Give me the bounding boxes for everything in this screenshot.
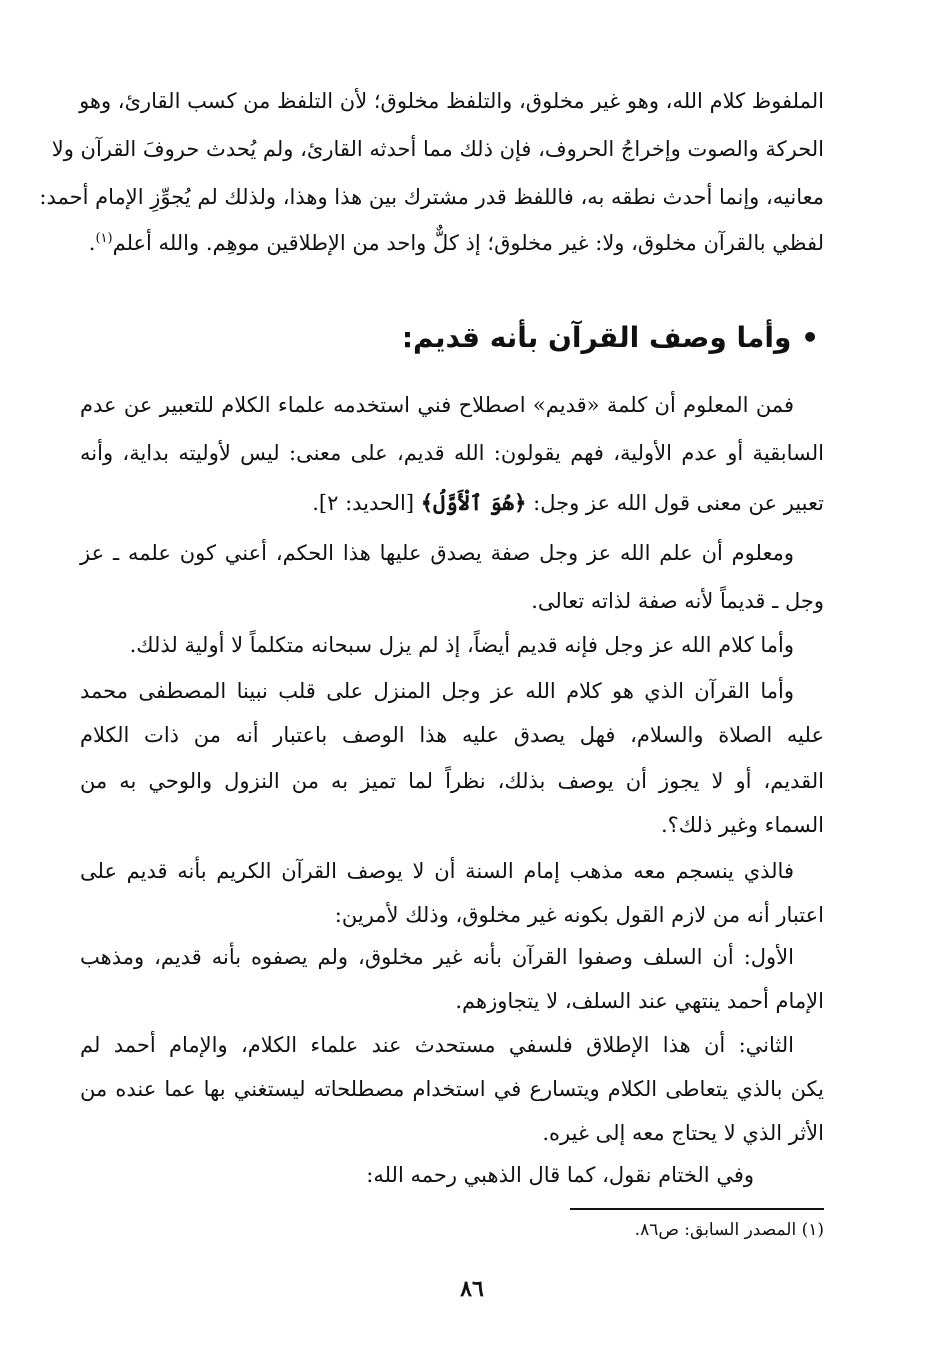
paragraph-1-line-4 [80,228,824,258]
paragraph-7-line-1: الأول: أن السلف وصفوا القرآن بأنه غير مخلوق، ولم يصفوه بأنه قديم، ومذهب [80,945,794,969]
footnote-reference: (١) [95,231,113,246]
paragraph-2-line-1: فمن المعلوم أن كلمة «قديم» اصطلاح فني استخدمه علماء الكلام للتعبير عن عدم [80,393,794,417]
paragraph-5-line-3: القديم، أو لا يجوز أن يوصف بذلك، نظراً لما تميز به من النزول والوحي به من [80,769,824,793]
verse-reference: [الحديد: ٢]. [312,491,415,515]
paragraph-8-line-1: الثاني: أن هذا الإطلاق فلسفي مستحدث عند علماء الكلام، والإمام أحمد لم [80,1033,794,1057]
paragraph-8-line-2: يكن بالذي يتعاطى الكلام ويتسارع في استخدام مصطلحاته ليستغني بها عما عنده من [80,1077,824,1101]
paragraph-1-line-3: معانيه، وإنما أحدث نطقه به، فاللفظ قدر مشترك بين هذا وهذا، ولذلك لم يُجوِّزِ الإمام أحمد: [39,185,824,209]
paragraph-5-line-4: السماء وغير ذلك؟. [660,813,824,837]
paragraph-3-line-2: وجل ـ قديماً لأنه صفة لذاته تعالى. [531,589,824,613]
paragraph-1-line-4-text: لفظي بالقرآن مخلوق، ولا: غير مخلوق؛ إذ كلٌّ واحد من الإطلاقين موهِم. والله أعلم [112,231,824,255]
paragraph-2-line-2: السابقية أو عدم الأولية، فهم يقولون: الله قديم، على معنى: ليس لأوليته بداية، وأنه [80,441,824,465]
paragraph-6-line-2: اعتبار أنه من لازم القول بكونه غير مخلوق، وذلك لأمرين: [334,903,824,927]
paragraph-8-line-3: الأثر الذي لا يحتاج معه إلى غيره. [542,1121,824,1145]
footnote-separator [570,1208,824,1210]
quran-verse: ﴿هُوَ ٱلْأَوَّلُ﴾ [420,490,527,515]
paragraph-2-line-3 [80,488,824,518]
paragraph-4-line-1: وأما كلام الله عز وجل فإنه قديم أيضاً، إذ لم يزل سبحانه متكلماً لا أولية لذلك. [129,633,794,657]
page-number: ٨٦ [460,1276,484,1302]
paragraph-1-line-2: الحركة والصوت وإخراجُ الحروف، فإن ذلك مما أحدثه القارئ، ولم يُحدث حروفَ القرآن ولا [51,137,824,161]
section-heading: • وأما وصف القرآن بأنه قديم: [401,321,819,354]
paragraph-5-line-1: وأما القرآن الذي هو كلام الله عز وجل المنزل على قلب نبينا المصطفى محمد [80,679,794,703]
paragraph-6-line-1: فالذي ينسجم معه مذهب إمام السنة أن لا يوصف القرآن الكريم بأنه قديم على [80,859,794,883]
paragraph-5-line-2: عليه الصلاة والسلام، فهل يصدق عليه هذا الوصف باعتبار أنه من ذات الكلام [80,723,824,747]
paragraph-2-line-3-text: تعبير عن معنى قول الله عز وجل: [533,491,824,515]
footnote: (١) المصدر السابق: ص٨٦. [634,1220,824,1240]
paragraph-7-line-2: الإمام أحمد ينتهي عند السلف، لا يتجاوزهم. [455,989,824,1013]
paragraph-9-line-1: وفي الختام نقول، كما قال الذهبي رحمه الله: [366,1163,754,1187]
paragraph-3-line-1: ومعلوم أن علم الله عز وجل صفة يصدق عليها هذا الحكم، أعني كون علمه ـ عز [80,541,794,565]
paragraph-1-line-1: الملفوظ كلام الله، وهو غير مخلوق، والتلفظ مخلوق؛ لأن التلفظ من كسب القارئ، وهو [79,89,824,113]
paragraph-1-line-4-end: . [88,231,96,255]
